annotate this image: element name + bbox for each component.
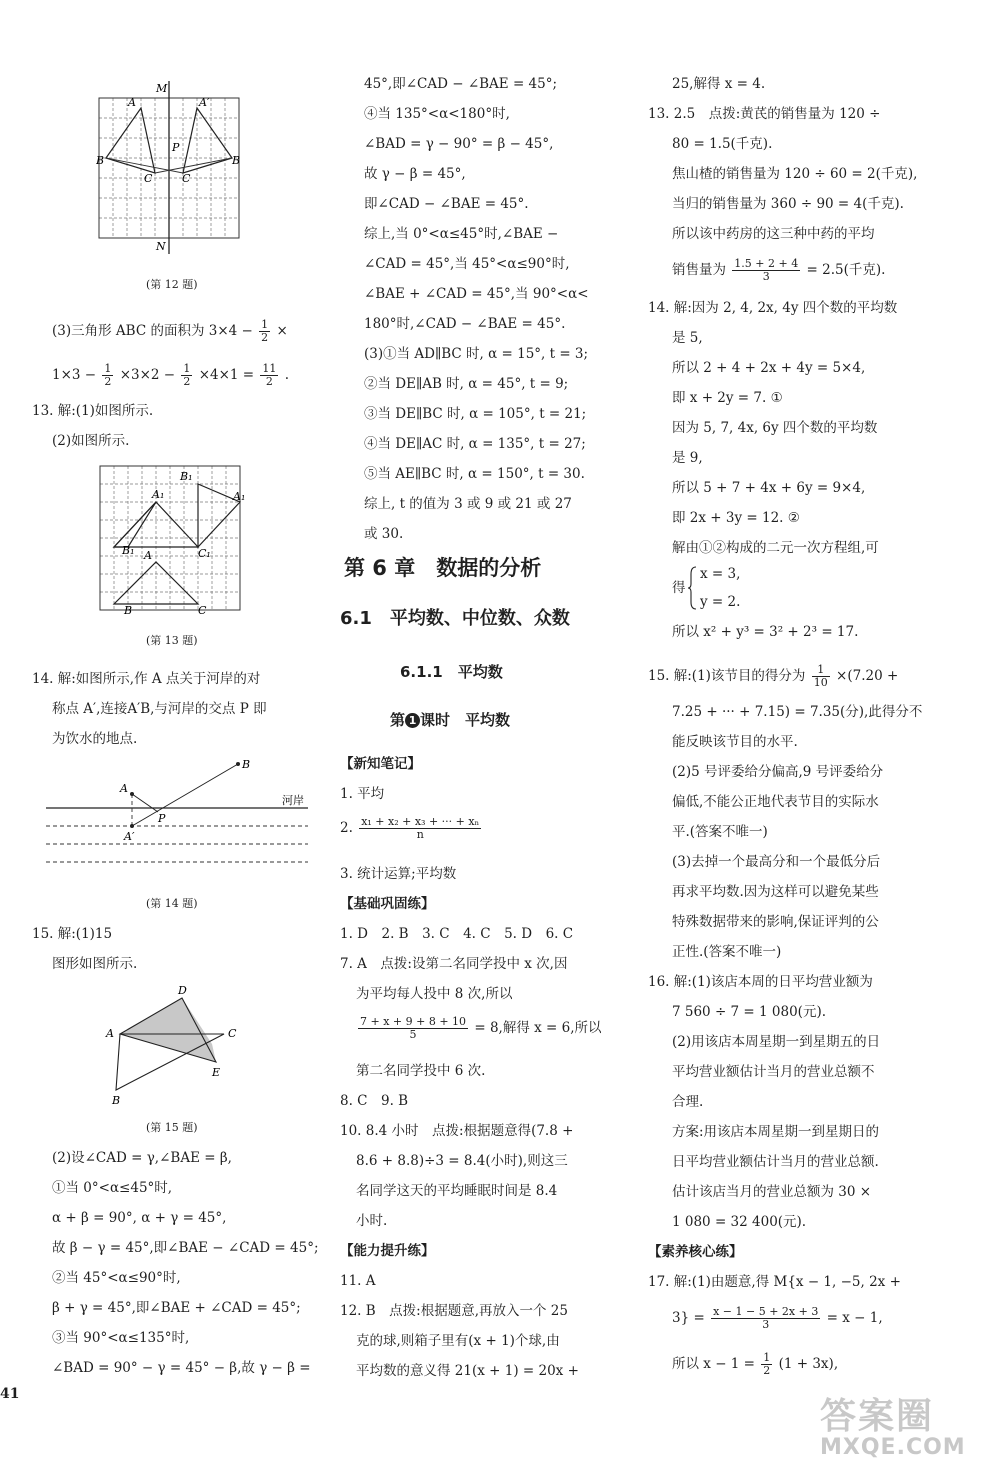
caption-15: (第 15 题): [146, 1121, 198, 1134]
q13r-line-6: 销售量为 $\frac{1.5 + 2 + 4}{3}$ = 2.5(千克).: [672, 257, 886, 283]
q10-line-3: 名同学这天的平均睡眠时间是 8.4: [356, 1183, 558, 1199]
subsection-title: 6.1.1 平均数: [400, 663, 503, 681]
c2-line-6: 综上,当 0°<α≤45°时,∠BAE −: [364, 226, 559, 242]
c2-line-15: 综上, t 的值为 3 或 9 或 21 或 27: [364, 496, 572, 512]
q16-line-4: 平均营业额估计当月的营业总额不: [672, 1064, 875, 1080]
q15-part2-line-3: α + β = 90°, α + γ = 45°,: [52, 1210, 227, 1226]
q15-part2-line-7: ③当 90°<α≤135°时,: [52, 1330, 190, 1346]
c2-line-1: 45°,即∠CAD − ∠BAE = 45°;: [364, 76, 558, 92]
q14r-line-6: 是 9,: [672, 450, 703, 466]
label-C-prime: C: [182, 172, 191, 185]
q15-part2-line-1: (2)设∠CAD = γ,∠BAE = β,: [52, 1150, 232, 1166]
note-3: 3. 统计运算;平均数: [340, 866, 457, 882]
label-C: C: [144, 172, 153, 185]
q10-line-2: 8.6 + 8.8)÷3 = 8.4(小时),则这三: [356, 1153, 568, 1169]
c2-line-16: 或 30.: [364, 526, 404, 542]
q16-line-8: 估计该店当月的营业总额为 30 ×: [672, 1184, 872, 1200]
q7-line-1: 7. A 点拨:设第二名同学投中 x 次,因: [340, 956, 568, 972]
label-A-prime: A′: [199, 96, 210, 109]
q14r-line-7: 所以 5 + 7 + 4x + 6y = 9×4,: [672, 480, 866, 496]
q15-line-2: 图形如图所示.: [52, 956, 138, 972]
label-B-15: B: [112, 1094, 121, 1107]
q17-line-3: 所以 x − 1 = $\frac{1}{2}$ (1 + 3x),: [672, 1351, 839, 1377]
q13-line-2: (2)如图所示.: [52, 433, 130, 449]
q16-line-7: 日平均营业额估计当月的营业总额.: [672, 1154, 879, 1170]
q13r-line-4: 当归的销售量为 360 ÷ 90 = 4(千克).: [672, 196, 904, 212]
q14r-line-11: 所以 x² + y³ = 3² + 2³ = 17.: [672, 624, 859, 640]
q14r-line-9: 解由①②构成的二元一次方程组,可: [672, 540, 879, 556]
label-A-prime-14: A′: [124, 830, 135, 843]
q12-line-2: 克的球,则箱子里有(x + 1)个球,由: [356, 1333, 560, 1349]
q15r-line-2: 7.25 + ··· + 7.15) = 7.35(分),此得分不: [672, 704, 923, 720]
answers-8-9: 8. C 9. B: [340, 1093, 409, 1109]
label-C-15: C: [228, 1027, 237, 1040]
answer-11: 11. A: [340, 1273, 376, 1289]
c2-line-11: ②当 DE∥AB 时, α = 45°, t = 9;: [364, 376, 569, 392]
note-1: 1. 平均: [340, 786, 385, 802]
label-P-14: P: [158, 812, 166, 825]
q15-part2-line-5: ②当 45°<α≤90°时,: [52, 1270, 181, 1286]
q17-line-1: 17. 解:(1)由题意,得 M{x − 1, −5, 2x +: [648, 1274, 901, 1290]
page-number: 41: [0, 1386, 20, 1402]
label-river: 河岸: [282, 794, 304, 807]
label-B-prime: B: [232, 154, 241, 167]
q15r-line-4: (2)5 号评委给分偏高,9 号评委给分: [672, 764, 884, 780]
c2-line-5: 即∠CAD − ∠BAE = 45°.: [364, 196, 529, 212]
c2-line-8: ∠BAE + ∠CAD = 45°,当 90°<α<: [364, 286, 589, 302]
c2-line-2: ④当 135°<α<180°时,: [364, 106, 510, 122]
chapter-title: 第 6 章 数据的分析: [344, 556, 542, 580]
q7-line-3: $\frac{7 + x + 9 + 8 + 10}{5}$ = 8,解得 x = 6,所以: [360, 1015, 602, 1041]
c3-line-1: 25,解得 x = 4.: [672, 76, 766, 92]
c2-line-10: (3)①当 AD∥BC 时, α = 15°, t = 3;: [364, 346, 589, 362]
caption-13: (第 13 题): [146, 634, 198, 647]
q14r-system-2: y = 2.: [700, 594, 741, 610]
q15r-line-10: 正性.(答案不唯一): [672, 944, 782, 960]
q12-line-3: 平均数的意义得 21(x + 1) = 20x +: [356, 1363, 579, 1379]
watermark-url: MXQE.COM: [820, 1435, 966, 1460]
watermark: [820, 1388, 990, 1460]
q15r-line-8: 再求平均数.因为这样可以避免某些: [672, 884, 879, 900]
c2-line-7: ∠CAD = 45°,当 45°<α≤90°时,: [364, 256, 570, 272]
q15-part2-line-2: ①当 0°<α≤45°时,: [52, 1180, 173, 1196]
q14-line-2: 称点 A′,连接A′B,与河岸的交点 P 即: [52, 701, 267, 717]
note-2: 2. $\frac{\text{x₁ + x₂ + x₃ + ··· + xₙ}}{n}$: [340, 815, 480, 841]
q14-line-1: 14. 解:如图所示,作 A 点关于河岸的对: [32, 671, 261, 687]
q16-line-5: 合理.: [672, 1094, 704, 1110]
q17-line-2: 3} = $\frac{x - 1 - 5 + 2x + 3}{3}$ = x − 1,: [672, 1305, 883, 1331]
label-M: M: [156, 82, 168, 95]
label-B-14: B: [242, 758, 251, 771]
caption-14: (第 14 题): [146, 897, 198, 910]
q14r-line-4: 即 x + 2y = 7. ①: [672, 390, 783, 406]
system-brace: [688, 566, 698, 610]
q13r-line-1: 13. 2.5 点拨:黄芪的销售量为 120 ÷: [648, 106, 881, 122]
q14r-line-10: 得: [672, 580, 686, 596]
c1-line-1: (3)三角形 ABC 的面积为 3×4 − $\frac{1}{2}$ ×: [52, 318, 288, 344]
label-A1-left: A₁: [152, 488, 165, 501]
label-P: P: [172, 141, 180, 154]
q13-line-1: 13. 解:(1)如图所示.: [32, 403, 154, 419]
label-B1-left: B₁: [122, 544, 135, 557]
q14r-line-5: 因为 5, 7, 4x, 6y 四个数的平均数: [672, 420, 878, 436]
c2-line-13: ④当 DE∥AC 时, α = 135°, t = 27;: [364, 436, 586, 452]
q14r-line-1: 14. 解:因为 2, 4, 2x, 4y 四个数的平均数: [648, 300, 898, 316]
q13r-line-5: 所以该中药房的这三种中药的平均: [672, 226, 875, 242]
figure-14: [46, 752, 308, 882]
label-A-14: A: [120, 782, 128, 795]
q10-line-1: 10. 8.4 小时 点拨:根据题意得(7.8 +: [340, 1123, 574, 1139]
section-title: 6.1 平均数、中位数、众数: [340, 608, 570, 629]
q14r-line-2: 是 5,: [672, 330, 703, 346]
q15r-line-3: 能反映该节目的水平.: [672, 734, 798, 750]
q15-part2-line-4: 故 β − γ = 45°,即∠BAE − ∠CAD = 45°;: [52, 1240, 319, 1256]
q14r-line-8: 即 2x + 3y = 12. ②: [672, 510, 800, 526]
label-B1-top: B₁: [180, 470, 193, 483]
lesson-number-badge: 1: [405, 713, 420, 728]
q16-line-3: (2)用该店本周星期一到星期五的日: [672, 1034, 881, 1050]
label-D-15: D: [178, 984, 187, 997]
q15r-line-9: 特殊数据带来的影响,保证评判的公: [672, 914, 879, 930]
q15-part2-line-6: β + γ = 45°,即∠BAE + ∠CAD = 45°;: [52, 1300, 301, 1316]
heading-new-knowledge: 【新知笔记】: [340, 756, 421, 772]
lesson-title: 第 1 课时 平均数: [390, 711, 511, 729]
answers-1-6: 1. D 2. B 3. C 4. C 5. D 6. C: [340, 926, 574, 942]
label-A1-right: A₁: [233, 490, 246, 503]
q15-line-1: 15. 解:(1)15: [32, 926, 113, 942]
q15r-line-6: 平.(答案不唯一): [672, 824, 768, 840]
label-C-13: C: [198, 604, 207, 617]
label-A-15: A: [106, 1027, 114, 1040]
c2-line-4: 故 γ − β = 45°,: [364, 166, 466, 182]
label-B-13: B: [124, 604, 133, 617]
q12-line-1: 12. B 点拨:根据题意,再放入一个 25: [340, 1303, 568, 1319]
q13r-line-2: 80 = 1.5(千克).: [672, 136, 773, 152]
figure-12: [96, 78, 246, 258]
label-E-15: E: [212, 1066, 221, 1079]
q7-line-4: 第二名同学投中 6 次.: [356, 1063, 486, 1079]
c2-line-12: ③当 DE∥BC 时, α = 105°, t = 21;: [364, 406, 587, 422]
q14r-line-3: 所以 2 + 4 + 2x + 4y = 5×4,: [672, 360, 866, 376]
label-B: B: [96, 154, 105, 167]
label-N: N: [156, 240, 166, 253]
q14r-system-1: x = 3,: [700, 566, 741, 582]
caption-12: (第 12 题): [146, 278, 198, 291]
q15-part2-line-8: ∠BAD = 90° − γ = 45° − β,故 γ − β =: [52, 1360, 311, 1376]
figure-15: [100, 984, 260, 1108]
q16-line-1: 16. 解:(1)该店本周的日平均营业额为: [648, 974, 873, 990]
c2-line-14: ⑤当 AE∥BC 时, α = 150°, t = 30.: [364, 466, 585, 482]
c1-line-2: 1×3 − $\frac{1}{2}$ ×3×2 − $\frac{1}{2}$ ×4×1 = $\frac{11}{2}$ .: [52, 362, 289, 388]
heading-ability: 【能力提升练】: [340, 1243, 435, 1259]
q15r-line-5: 偏低,不能公正地代表节目的实际水: [672, 794, 879, 810]
q16-line-9: 1 080 = 32 400(元).: [672, 1214, 807, 1230]
heading-basic: 【基础巩固练】: [340, 896, 435, 912]
q10-line-4: 小时.: [356, 1213, 388, 1229]
q13r-line-3: 焦山楂的销售量为 120 ÷ 60 = 2(千克),: [672, 166, 918, 182]
q16-line-2: 7 560 ÷ 7 = 1 080(元).: [672, 1004, 826, 1020]
label-A-13: A: [144, 549, 152, 562]
q16-line-6: 方案:用该店本周星期一到星期日的: [672, 1124, 880, 1140]
c2-line-9: 180°时,∠CAD − ∠BAE = 45°.: [364, 316, 566, 332]
figure-13: [90, 462, 250, 622]
q7-line-2: 为平均每人投中 8 次,所以: [356, 986, 513, 1002]
watermark-logo-text: 答案圈: [820, 1396, 935, 1437]
label-A: A: [128, 96, 136, 109]
q15r-line-1: 15. 解:(1)该节目的得分为 $\frac{1}{10}$ ×(7.20 +: [648, 663, 899, 689]
heading-core: 【素养核心练】: [648, 1244, 743, 1260]
c2-line-3: ∠BAD = γ − 90° = β − 45°,: [364, 136, 554, 152]
q15r-line-7: (3)去掉一个最高分和一个最低分后: [672, 854, 881, 870]
label-C1: C₁: [198, 547, 211, 560]
q14-line-3: 为饮水的地点.: [52, 731, 138, 747]
